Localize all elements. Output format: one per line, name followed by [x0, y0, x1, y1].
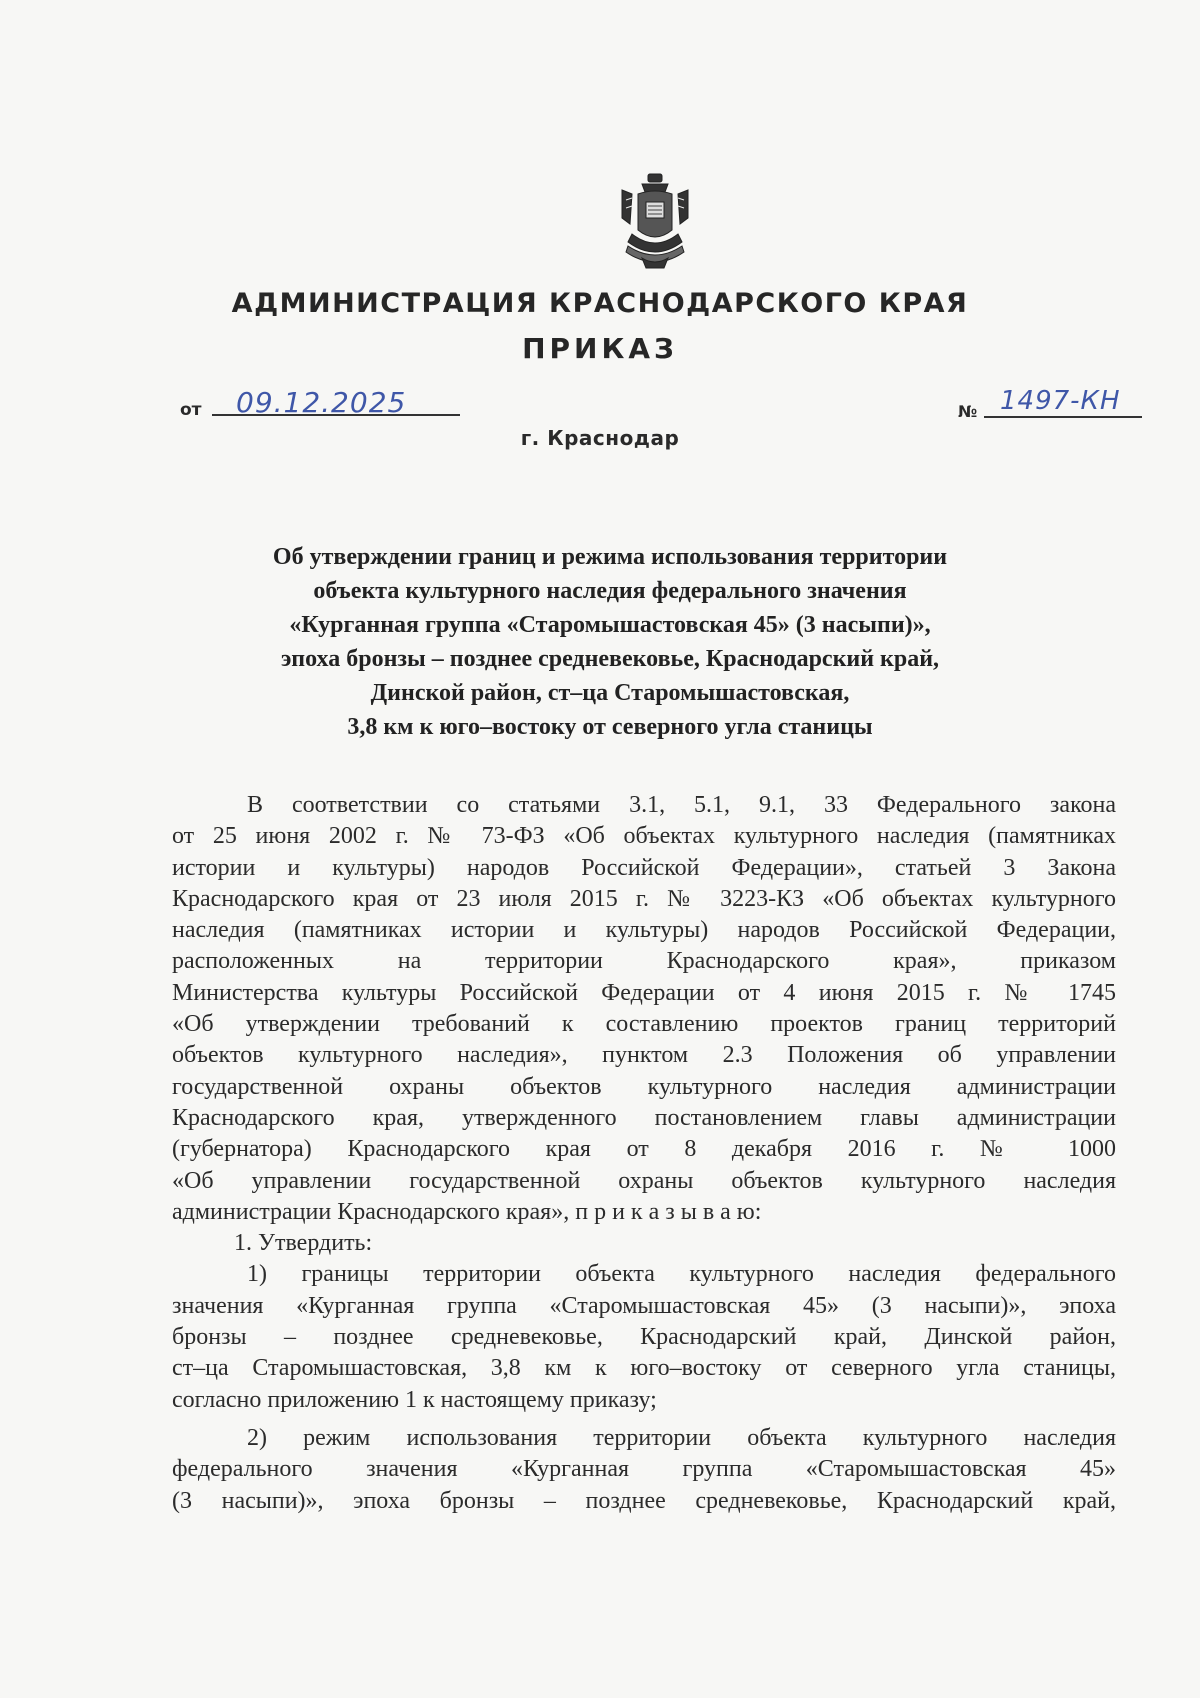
body-line: государственной охраны объектов культурного наследия администрации	[172, 1073, 1116, 1100]
date-value: 09.12.2025	[236, 386, 407, 419]
coat-of-arms-icon	[618, 172, 692, 272]
title-line: Динской район, ст–ца Старомышастовская,	[370, 680, 850, 706]
body-line: Краснодарского края от 23 июля 2015 г. № 3223-КЗ «Об объектах культурного	[172, 885, 1116, 912]
date-label: от	[180, 400, 202, 420]
document-title	[170, 540, 1050, 744]
number-label: №	[958, 402, 978, 421]
body-line: значения «Курганная группа «Старомышастовская 45» (3 насыпи)», эпоха	[172, 1292, 1116, 1319]
body-line: согласно приложению 1 к настоящему приказу;	[172, 1386, 657, 1413]
city: г. Краснодар	[520, 426, 680, 450]
body-line: расположенных на территории Краснодарского края», приказом	[172, 948, 1116, 975]
body-line: наследия (памятниках истории и культуры) народов Российской Федерации,	[172, 917, 1116, 944]
body-line: В соответствии со статьями 3.1, 5.1, 9.1, 33 Федерального закона	[247, 792, 1116, 818]
body-line: (губернатора) Краснодарского края от 8 декабря 2016 г. № 1000	[172, 1136, 1116, 1163]
body-line: федерального значения «Курганная группа «Старомышастовская 45»	[172, 1456, 1116, 1483]
body-line: администрации Краснодарского края», п р и к а з ы в а ю:	[172, 1198, 762, 1225]
body-line: (3 насыпи)», эпоха бронзы – позднее средневековье, Краснодарский край,	[172, 1487, 1116, 1514]
organization-name: АДМИНИСТРАЦИЯ КРАСНОДАРСКОГО КРАЯ	[231, 288, 969, 319]
body-line: 2) режим использования территории объекта культурного наследия	[247, 1424, 1116, 1451]
body-line: бронзы – позднее средневековье, Краснодарский край, Динской район,	[172, 1324, 1116, 1351]
body-line: Краснодарского края, утвержденного постановлением главы администрации	[172, 1104, 1116, 1131]
document-type: ПРИКАЗ	[522, 332, 678, 365]
body-line: 1. Утвердить:	[234, 1230, 373, 1257]
body-line: «Об управлении государственной охраны объектов культурного наследия	[172, 1167, 1116, 1194]
body-line: от 25 июня 2002 г. № 73-ФЗ «Об объектах культурного наследия (памятниках	[172, 823, 1116, 850]
title-line: объекта культурного наследия федерального значения	[313, 578, 907, 604]
body-line: «Об утверждении требований к составлению проектов границ территорий	[172, 1011, 1116, 1038]
title-line: 3,8 км к юго–востоку от северного угла станицы	[347, 714, 873, 740]
body-line: объектов культурного наследия», пунктом 2.3 Положения об управлении	[172, 1042, 1116, 1069]
title-line: «Курганная группа «Старомышастовская 45» (3 насыпи)»,	[289, 612, 931, 638]
body-line: ст–ца Старомышастовская, 3,8 км к юго–востоку от северного угла станицы,	[172, 1355, 1116, 1382]
title-line: Об утверждении границ и режима использования территории	[272, 544, 948, 570]
number-value: 1497-КН	[1000, 386, 1121, 416]
body-line: Министерства культуры Российской Федерации от 4 июня 2015 г. № 1745	[172, 979, 1116, 1006]
title-line: эпоха бронзы – позднее средневековье, Краснодарский край,	[280, 646, 940, 672]
body-line: 1) границы территории объекта культурного наследия федерального	[247, 1261, 1116, 1288]
document-body	[172, 790, 1116, 1517]
body-line: истории и культуры) народов Российской Федерации», статьей 3 Закона	[172, 854, 1116, 881]
